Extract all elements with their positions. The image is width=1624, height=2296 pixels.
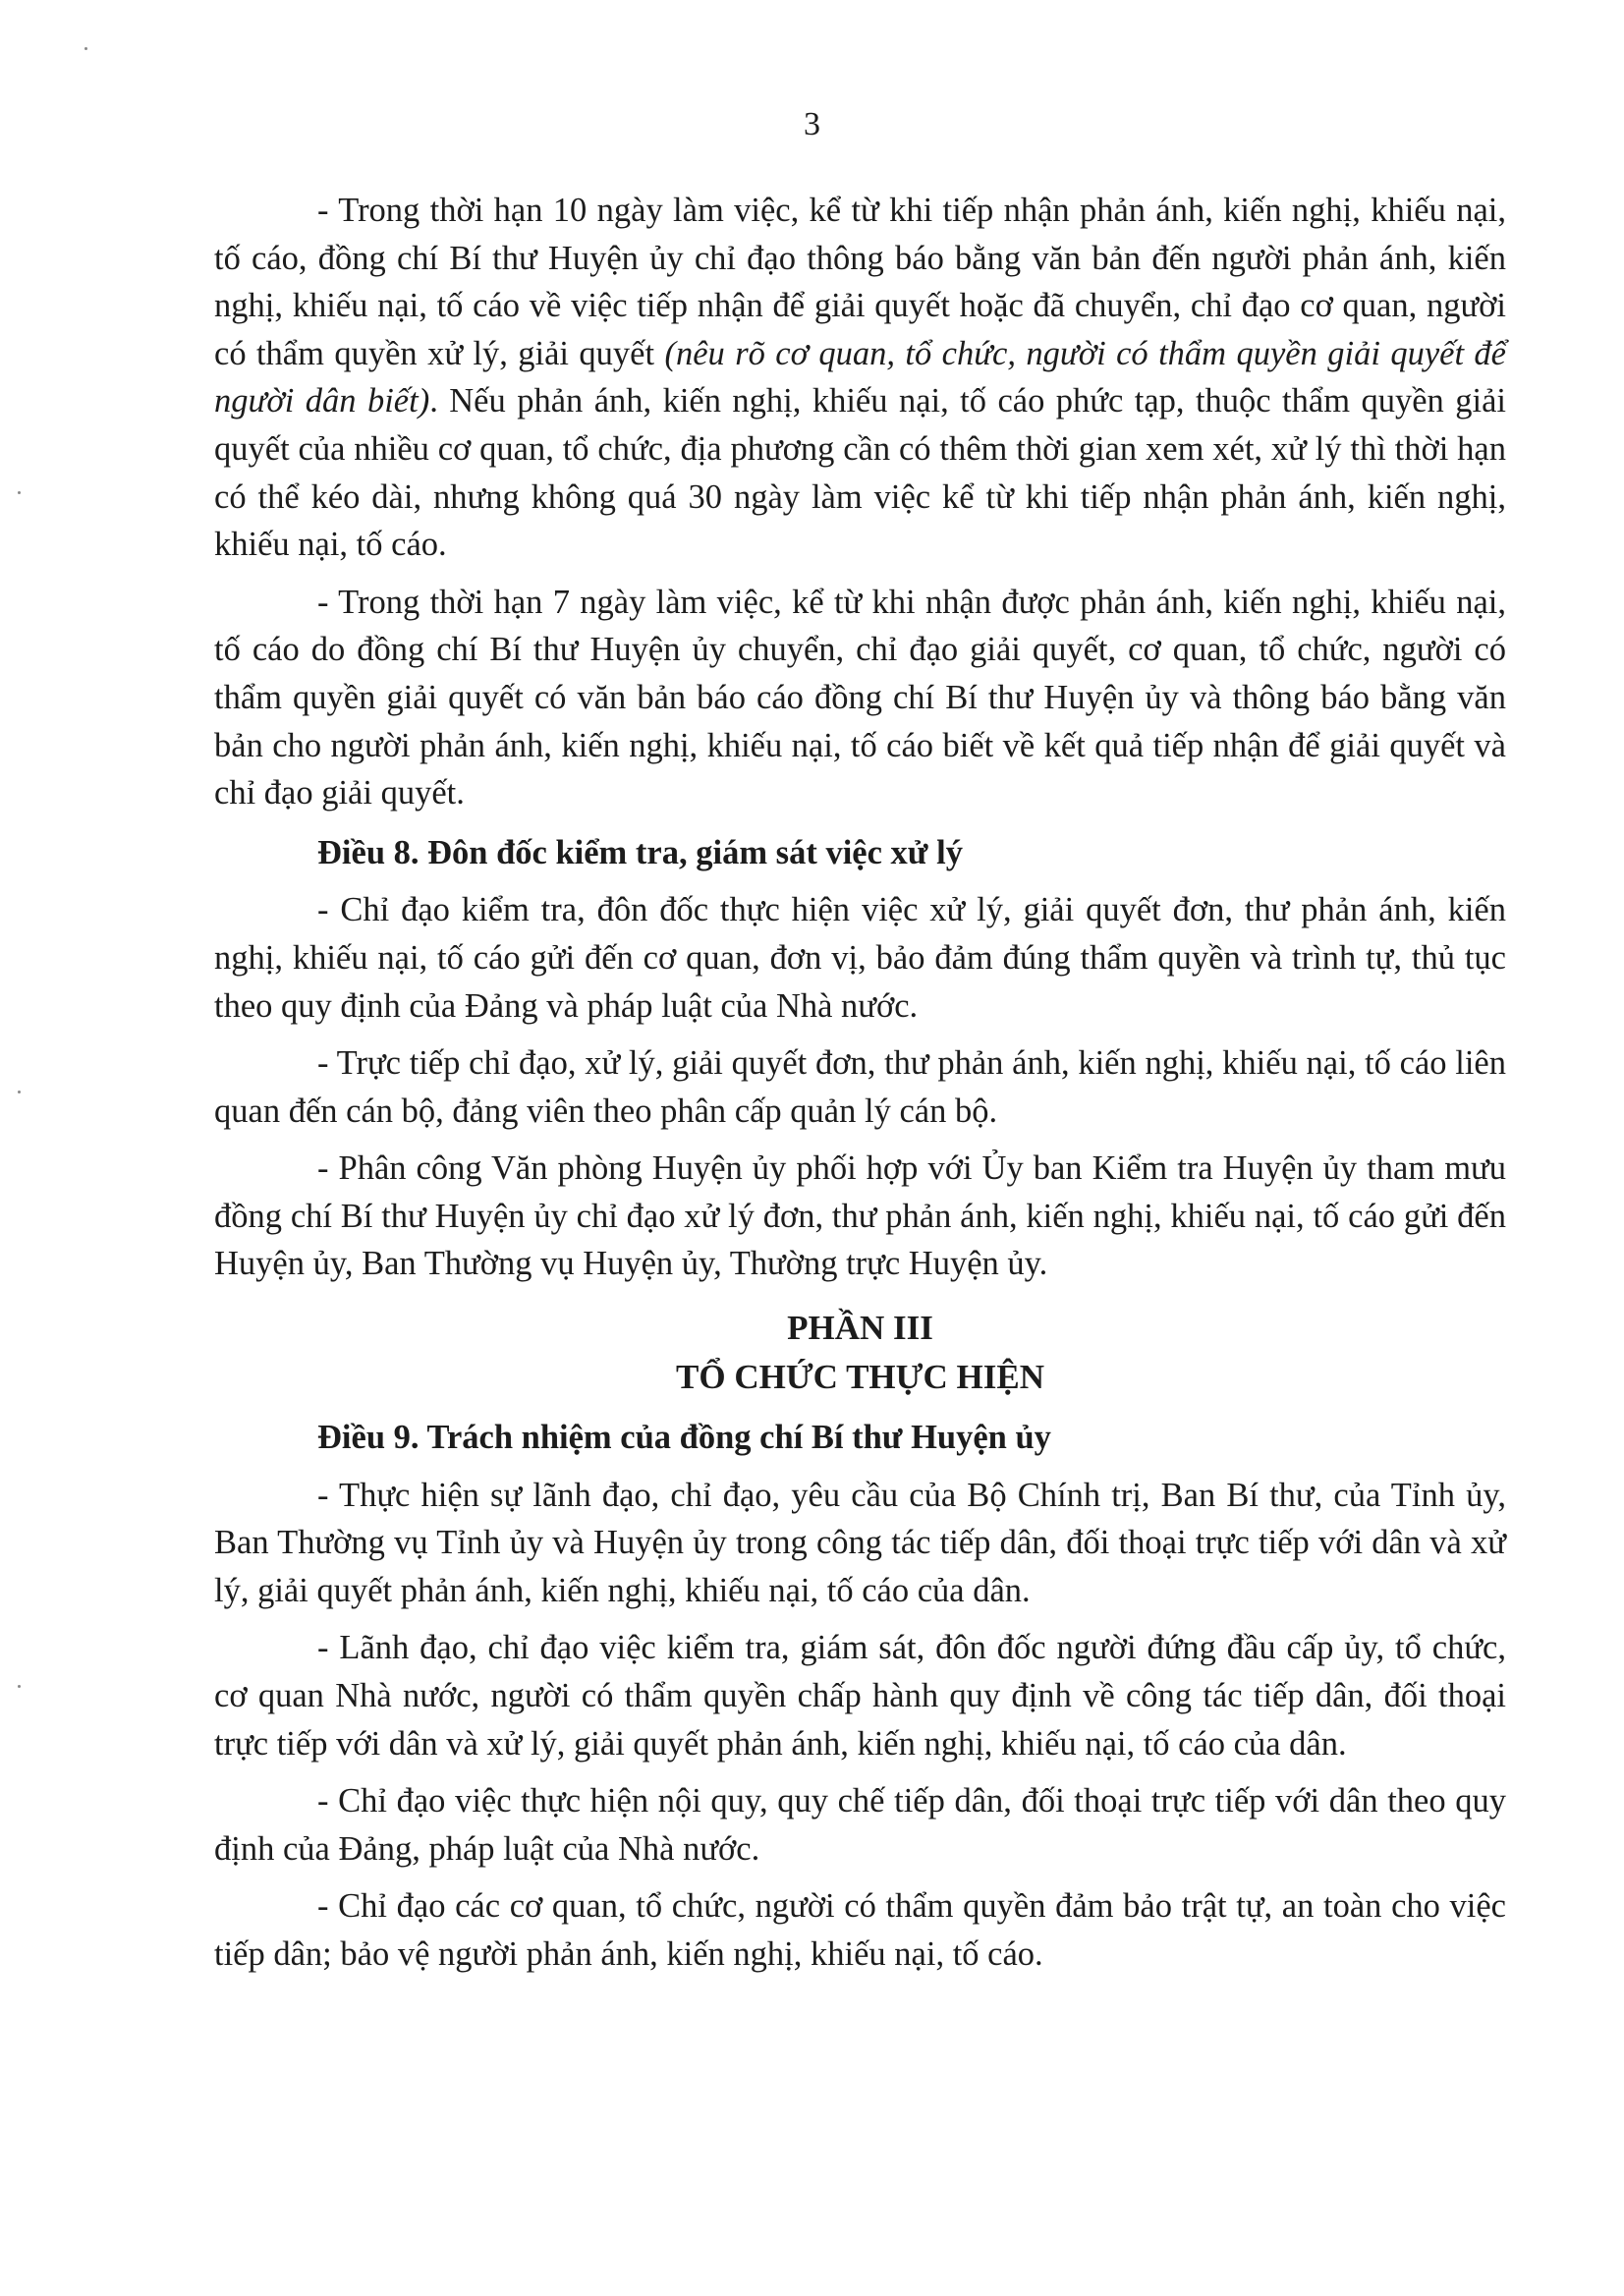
paragraph: - Trực tiếp chỉ đạo, xử lý, giải quyết đơn, thư phản ánh, kiến nghị, khiếu nại, tố cáo liên quan đến cán bộ, đảng viên theo phân cấp quản lý cán bộ. bbox=[214, 1044, 1506, 1130]
paragraph: - Trong thời hạn 7 ngày làm việc, kể từ khi nhận được phản ánh, kiến nghị, khiếu nại, tố cáo do đồng chí Bí thư Huyện ủy chuyển, chỉ đạo giải quyết, cơ quan, tổ chức, người có thẩm quyền giải quyết có văn bản báo cáo đồng chí Bí thư Huyện ủy và thông báo bằng văn bản cho người phản ánh, kiến nghị, khiếu nại, tố cáo biết về kết quả tiếp nhận để giải quyết và chỉ đạo giải quyết. bbox=[214, 583, 1506, 812]
part-number: PHẦN III bbox=[787, 1309, 933, 1348]
paragraph: - Lãnh đạo, chỉ đạo việc kiểm tra, giám sát, đôn đốc người đứng đầu cấp ủy, tổ chức, cơ quan Nhà nước, người có thẩm quyền chấp hành quy định về công tác tiếp dân, đối thoại trực tiếp với dân và xử lý, giải quyết phản ánh, kiến nghị, khiếu nại, tố cáo của dân. bbox=[214, 1629, 1506, 1763]
paragraph: - Chỉ đạo các cơ quan, tổ chức, người có thẩm quyền đảm bảo trật tự, an toàn cho việc tiếp dân; bảo vệ người phản ánh, kiến nghị, khiếu nại, tố cáo. bbox=[214, 1887, 1506, 1973]
article-heading: Điều 8. Đôn đốc kiểm tra, giám sát việc xử lý bbox=[317, 833, 963, 871]
part-title: TỔ CHỨC THỰC HIỆN bbox=[676, 1358, 1044, 1397]
scan-speck bbox=[18, 1685, 21, 1688]
scan-speck bbox=[18, 491, 21, 494]
part-heading bbox=[214, 1304, 1506, 1402]
article-heading: Điều 9. Trách nhiệm của đồng chí Bí thư Huyện ủy bbox=[317, 1419, 1051, 1457]
paragraph: - Chỉ đạo kiểm tra, đôn đốc thực hiện việc xử lý, giải quyết đơn, thư phản ánh, kiến nghị, khiếu nại, tố cáo gửi đến cơ quan, đơn vị, bảo đảm đúng thẩm quyền và trình tự, thủ tục theo quy định của Đảng và pháp luật của Nhà nước. bbox=[214, 891, 1506, 1025]
paragraph: - Chỉ đạo việc thực hiện nội quy, quy chế tiếp dân, đối thoại trực tiếp với dân theo quy định của Đảng, pháp luật của Nhà nước. bbox=[214, 1782, 1506, 1868]
paragraph: - Phân công Văn phòng Huyện ủy phối hợp với Ủy ban Kiểm tra Huyện ủy tham mưu đồng chí Bí thư Huyện ủy chỉ đạo xử lý đơn, thư phản ánh, kiến nghị, khiếu nại, tố cáo gửi đến Huyện ủy, Ban Thường vụ Huyện ủy, Thường trực Huyện ủy. bbox=[214, 1149, 1506, 1283]
page-number: 3 bbox=[804, 106, 820, 142]
paragraph: - Thực hiện sự lãnh đạo, chỉ đạo, yêu cầu của Bộ Chính trị, Ban Bí thư, của Tỉnh ủy, Ban Thường vụ Tỉnh ủy và Huyện ủy trong công tác tiếp dân, đối thoại trực tiếp với dân và xử lý, giải quyết phản ánh, kiến nghị, khiếu nại, tố cáo của dân. bbox=[214, 1476, 1506, 1609]
italic-note: (nêu rõ cơ quan, tổ chức, người có thẩm quyền giải quyết để người dân biết) bbox=[214, 334, 1506, 420]
document-body bbox=[214, 187, 1506, 1988]
scan-speck bbox=[84, 47, 87, 50]
scan-speck bbox=[18, 1091, 21, 1093]
paragraph: - Trong thời hạn 10 ngày làm việc, kể từ khi tiếp nhận phản ánh, kiến nghị, khiếu nại, tố cáo, đồng chí Bí thư Huyện ủy chỉ đạo thông báo bằng văn bản đến người phản ánh, kiến nghị, khiếu nại, tố cáo về việc tiếp nhận để giải quyết hoặc đã chuyển, chỉ đạo cơ quan, người có thẩm quyền xử lý, giải quyết (nêu rõ cơ quan, tổ chức, người có thẩm quyền giải quyết để người dân biết). Nếu phản ánh, kiến nghị, khiếu nại, tố cáo phức tạp, thuộc thẩm quyền giải quyết của nhiều cơ quan, tổ chức, địa phương cần có thêm thời gian xem xét, xử lý thì thời hạn có thể kéo dài, nhưng không quá 30 ngày làm việc kể từ khi tiếp nhận phản ánh, kiến nghị, khiếu nại, tố cáo. bbox=[214, 192, 1506, 564]
